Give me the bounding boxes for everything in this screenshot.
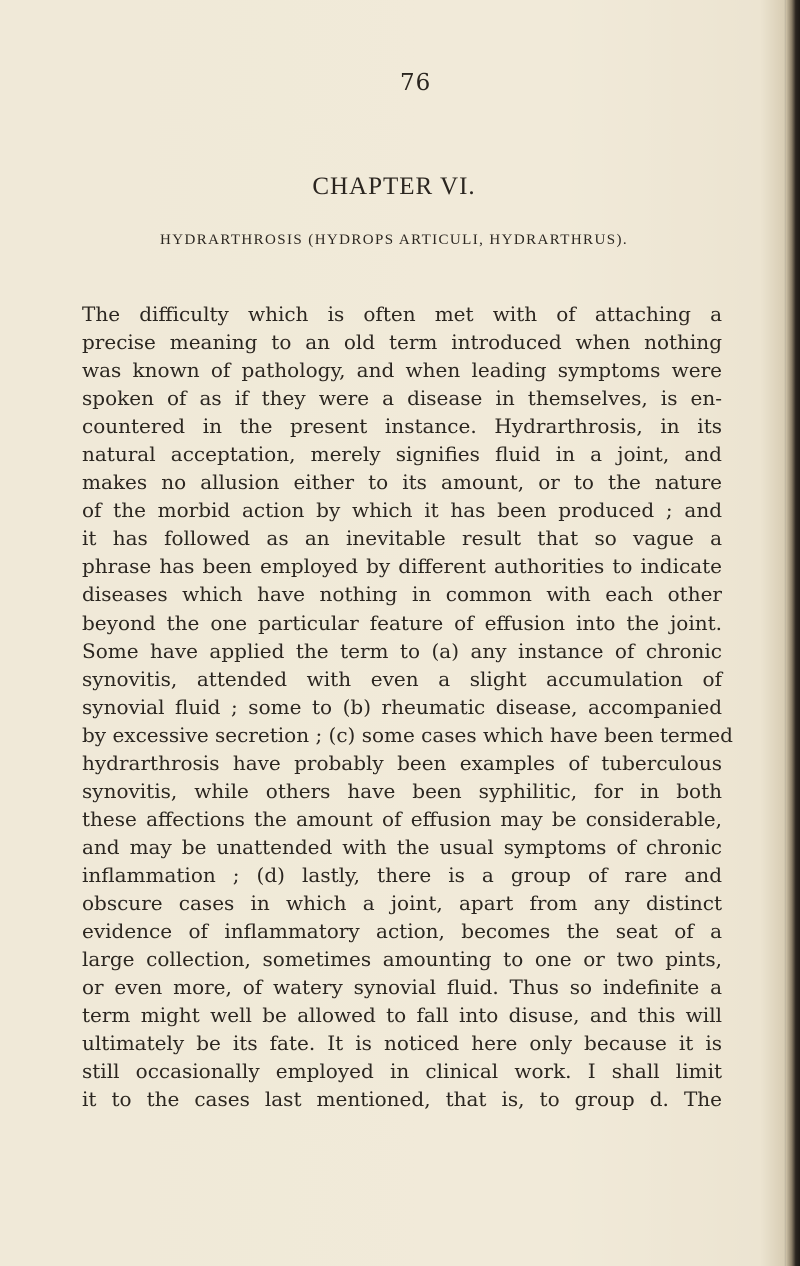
- text-line: obscure cases in which a joint, apart from any distinct: [82, 890, 722, 915]
- text-line: phrase has been employed by different authorities to indicate: [82, 554, 722, 579]
- body-paragraph: [82, 300, 733, 1113]
- text-line: Some have applied the term to (a) any instance of chronic: [82, 638, 722, 663]
- text-line: synovial fluid ; some to (b) rheumatic disease, accompanied: [82, 694, 722, 719]
- text-line: or even more, of watery synovial fluid. Thus so indefinite a: [82, 975, 722, 1000]
- text-line: was known of pathology, and when leading symptoms were: [82, 358, 722, 383]
- text-line: synovitis, attended with even a slight accumulation of: [82, 666, 722, 691]
- text-line: hydrarthrosis have probably been examples of tuberculous: [82, 750, 722, 775]
- text-line: it to the cases last mentioned, that is, to group d. The: [82, 1087, 722, 1112]
- chapter-subtitle: [0, 229, 788, 249]
- text-line: countered in the present instance. Hydrarthrosis, in its: [82, 414, 722, 439]
- text-line: large collection, sometimes amounting to one or two pints,: [82, 947, 722, 972]
- text-line: of the morbid action by which it has been produced ; and: [82, 498, 722, 523]
- subtitle-text: HYDRARTHROSIS (HYDROPS ARTICULI, HYDRARTHRUS).: [160, 232, 628, 248]
- text-line: spoken of as if they were a disease in themselves, is en-: [82, 386, 722, 411]
- chapter-title: CHAPTER VI.: [312, 173, 476, 200]
- text-line: still occasionally employed in clinical work. I shall limit: [82, 1059, 722, 1084]
- text-line: makes no allusion either to its amount, or to the nature: [82, 470, 722, 495]
- text-line: by excessive secretion ; (c) some cases which have been termed: [82, 722, 733, 747]
- text-line: synovitis, while others have been syphilitic, for in both: [82, 778, 722, 803]
- text-line: diseases which have nothing in common with each other: [82, 582, 722, 607]
- text-line: these affections the amount of effusion may be considerable,: [82, 806, 722, 831]
- page-edge-shadow: [786, 0, 800, 1266]
- text-line: natural acceptation, merely signifies fluid in a joint, and: [82, 442, 722, 467]
- text-line: precise meaning to an old term introduced when nothing: [82, 330, 722, 355]
- text-line: inflammation ; (d) lastly, there is a group of rare and: [82, 862, 722, 887]
- text-line: beyond the one particular feature of effusion into the joint.: [82, 610, 722, 635]
- page-number: 76: [400, 70, 432, 96]
- text-line: ultimately be its fate. It is noticed here only because it is: [82, 1031, 722, 1056]
- text-line: and may be unattended with the usual symptoms of chronic: [82, 834, 722, 859]
- text-line: it has followed as an inevitable result that so vague a: [82, 526, 722, 551]
- text-line: term might well be allowed to fall into disuse, and this will: [82, 1003, 722, 1028]
- text-line: evidence of inflammatory action, becomes the seat of a: [82, 919, 722, 944]
- text-line: The difficulty which is often met with of attaching a: [82, 302, 722, 326]
